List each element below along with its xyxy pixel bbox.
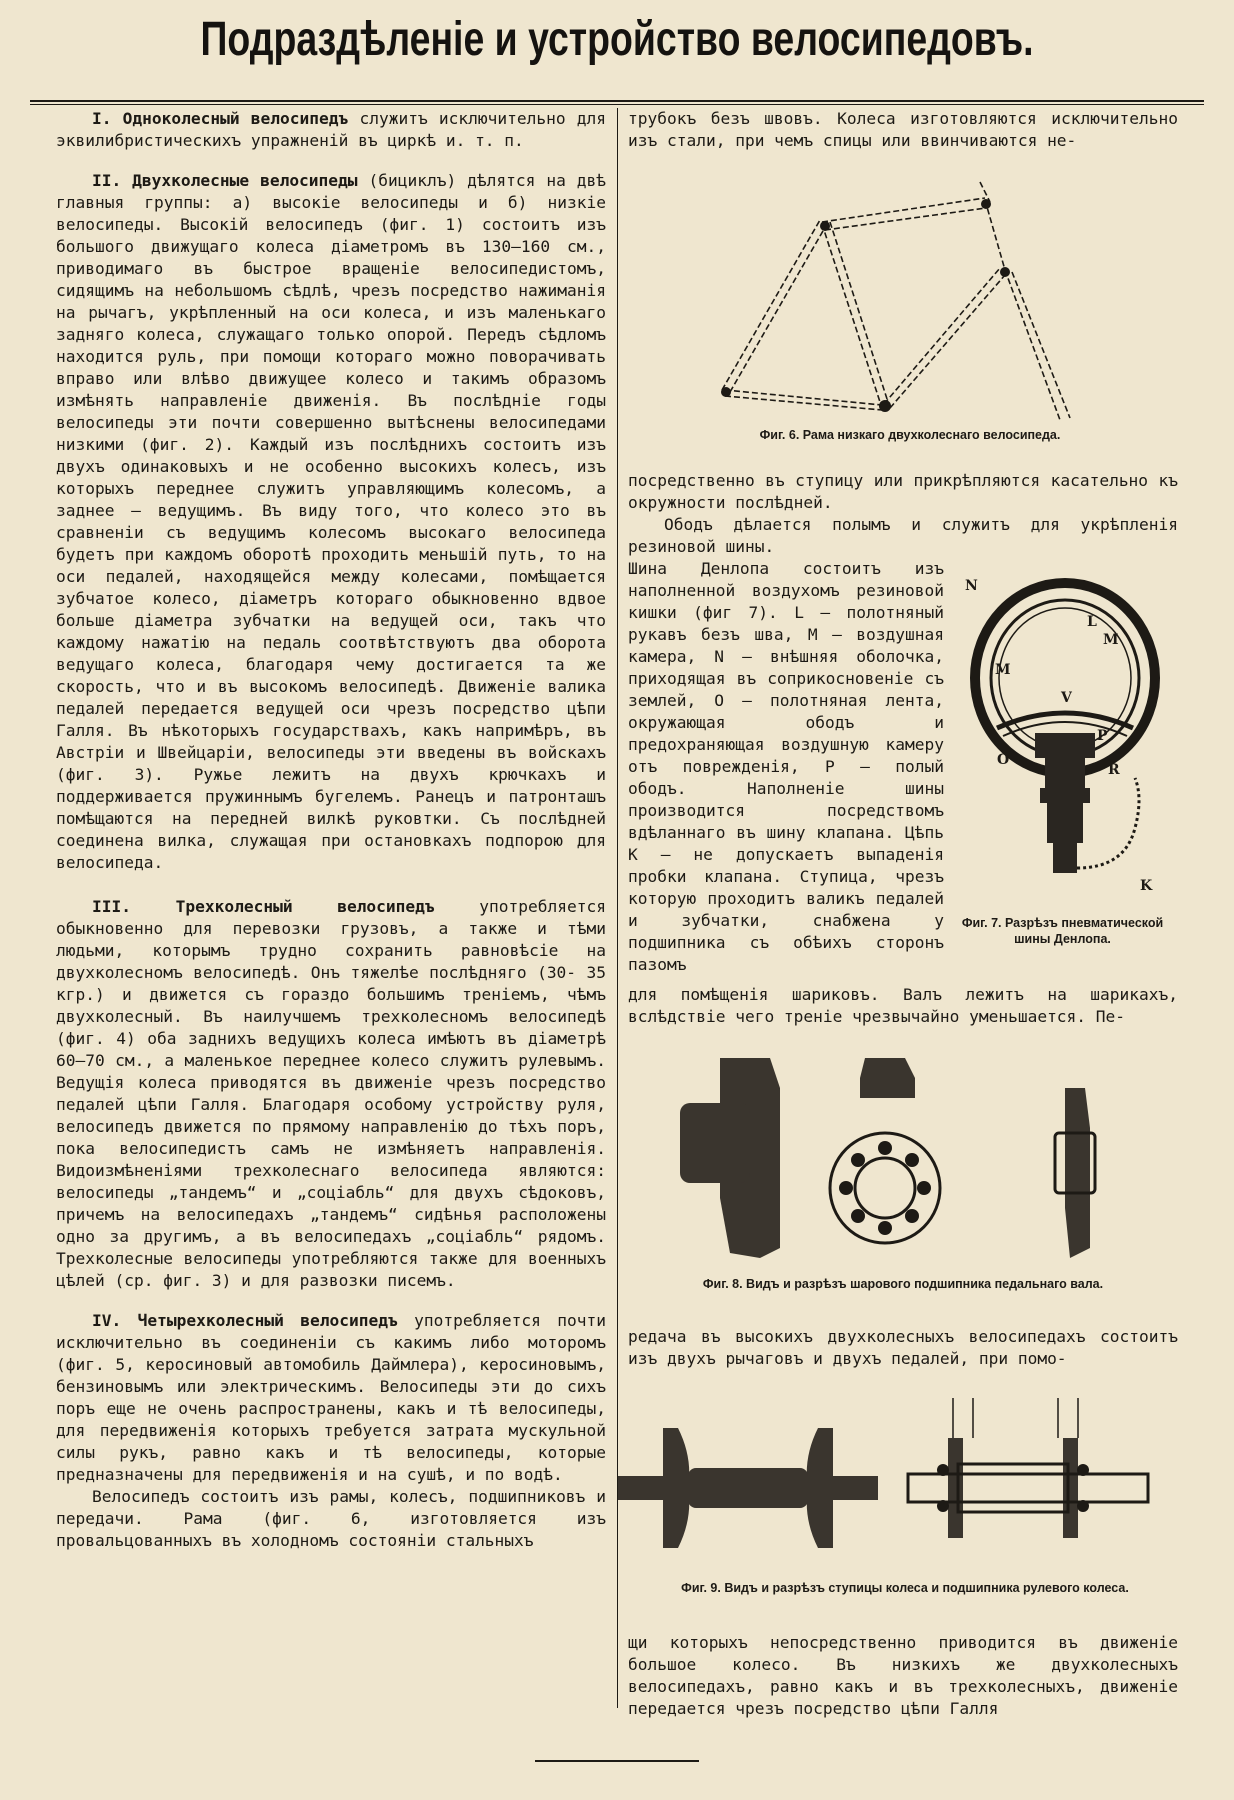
right-paragraph-1: трубокъ безъ швовъ. Колеса изготовляются исключительно изъ стали, при чемъ спицы или ввинчиваются не- — [628, 109, 1178, 150]
footer-rule — [535, 1760, 699, 1762]
section-4-text: употребляется почти исключительно въ соединеніи съ какимъ либо моторомъ (фиг. 5, керосиновый автомобиль Даймлера), керосиновымъ, бензиновымъ или электрическимъ. Велосипеды эти до сихъ поръ еще не очень распространены, какъ и тѣ велосипеды, для передвиженія которыхъ требуется затрата мускульной силы рукъ, равно какъ и тѣ велосипеды, которые предназначены для передвиженія и на сушѣ, и по водѣ. — [56, 1311, 607, 1484]
fig7-label-o: O — [997, 752, 1010, 768]
fig7-label-p: P — [1097, 728, 1108, 744]
frame-paragraph: Велосипедъ состоитъ изъ рамы, колесъ, подшипниковъ и передачи. Рама (фиг. 6, изготовляется изъ провальцованныхъ въ холодномъ состояніи стальныхъ — [56, 1487, 606, 1550]
right-text-2 — [628, 470, 1178, 558]
right-column — [628, 108, 1178, 152]
fig7-label-k: K — [1140, 878, 1153, 894]
right-paragraph-3: Ободъ дѣлается полымъ и служитъ для укрѣпленія резиновой шины. — [628, 515, 1178, 556]
section-3-heading: III. Трехколесный велосипедъ — [92, 897, 435, 916]
page-title: Подраздѣленіе и устройство велосипедовъ. — [200, 13, 1034, 66]
section-1-heading: I. Одноколесный велосипедъ — [92, 109, 349, 128]
fig6-frame-drawing — [700, 180, 1080, 420]
fig7-label-l: L — [1087, 614, 1097, 630]
right-paragraph-5: редача въ высокихъ двухколесныхъ велосипедахъ состоитъ изъ двухъ рычаговъ и двухъ педалей, при помо- — [628, 1327, 1178, 1368]
fig6-caption: Фиг. 6. Рама низкаго двухколеснаго велосипеда. — [759, 428, 1061, 442]
left-column — [56, 108, 606, 1552]
right-text-5 — [628, 1326, 1178, 1370]
right-paragraph-4: для помѣщенія шариковъ. Валъ лежитъ на шарикахъ, вслѣдствіе чего треніе чрезвычайно уменьшается. Пе- — [628, 985, 1178, 1026]
section-1 — [56, 108, 606, 152]
fig8-caption: Фиг. 8. Видъ и разрѣзъ шарового подшипника педальнаго вала. — [702, 1277, 1104, 1291]
fig7-caption: Фиг. 7. Разрѣзъ пневматической шины Денлопа. — [961, 916, 1164, 946]
fig7-label-m-right: M — [1103, 632, 1119, 648]
title-rule-thin — [30, 104, 1204, 105]
fig7-label-r: R — [1108, 762, 1120, 778]
fig7-tire-drawing — [965, 578, 1180, 908]
section-2-text: (бициклъ) дѣлятся на двѣ главныя группы: а) высокіе велосипеды и б) низкіе велосипеды. Высокій велосипедъ (фиг. 1) состоитъ изъ большого движущаго колеса діаметромъ въ 130—160 см., приводимаго въ быстрое вращеніе велосипедистомъ, сидящимъ на небольшомъ сѣдлѣ, чрезъ посредство нажиманія на рычагъ, укрѣпленный на оси колеса, и изъ маленькаго задняго колеса, служащаго только опорой. Передъ сѣдломъ находится руль, при помощи котораго можно поворачивать вправо или влѣво движущее колесо и такимъ образомъ измѣнять направленіе движенія. Въ послѣдніе годы велосипеды эти почти совершенно вытѣснены велосипедами низкими (фиг. 2). Каждый изъ послѣднихъ состоитъ изъ двухъ одинаковыхъ и не особенно высокихъ колесъ, изъ которыхъ переднее служитъ управляющимъ колесомъ, а заднее — ведущимъ. Въ виду того, что колесо это въ сравненіи съ ведущимъ колесомъ высокаго велосипеда будетъ при каждомъ оборотѣ проходить меньшій путь, то на оси педалей, находящейся между колесами, помѣщается зубчатое колесо, діаметръ котораго обыкновенно вдвое больше діаметра зубчатки на ведущей оси, такъ что каждому нажатію на педаль соотвѣтствуютъ два оборота ведущаго колеса, благодаря чему достигается та же скорость, что и въ высокомъ велосипедѣ. Движеніе валика педалей передается ведущей оси чрезъ посредство цѣпи Галля. Въ нѣкоторыхъ государствахъ, какъ напримѣръ, въ Австріи и Швейцаріи, велосипеды эти введены въ войскахъ (фиг. 3). Ружье лежитъ на двухъ крючкахъ и поддерживается пружиннымъ бугелемъ. Ранецъ и патронташъ помѣщаются на передней вилкѣ руковтки. Съ послѣдней соединена вилка, служащая при остановкахъ подпорою для велосипеда. — [56, 171, 606, 872]
section-2-heading: II. Двухколесные велосипеды — [92, 171, 358, 190]
fig9-caption: Фиг. 9. Видъ и разрѣзъ ступицы колеса и подшипника рулевого колеса. — [681, 1581, 1129, 1595]
section-1-text: служитъ исключительно для эквилибристическихъ упражненій въ циркѣ и. т. п. — [56, 109, 606, 150]
fig7-label-m-left: M — [995, 662, 1011, 678]
section-4 — [56, 1310, 606, 1486]
section-2 — [56, 170, 606, 874]
right-paragraph-6: щи которыхъ непосредственно приводится въ движеніе большое колесо. Въ низкихъ же двухколесныхъ велосипедахъ, равно какъ и въ трехколесныхъ, движеніе передается чрезъ посредство цѣпи Галля — [628, 1633, 1178, 1718]
section-4-heading: IV. Четырехколесный велосипедъ — [92, 1311, 398, 1330]
fig7-label-n: N — [965, 578, 978, 594]
right-text-6 — [628, 1632, 1178, 1720]
fig7-label-v: V — [1061, 690, 1072, 706]
right-text-4 — [628, 984, 1178, 1028]
right-paragraph-2: посредственно въ ступицу или прикрѣпляются касательно къ окружности послѣдней. — [628, 471, 1178, 512]
section-3-text: употребляется обыкновенно для перевозки грузовъ, а также и тѣми людьми, которымъ трудно сохранить равновѣсіе на двухколесномъ велосипедѣ. Онъ тяжелѣе послѣдняго (30- 35 кгр.) и движется съ гораздо большимъ треніемъ, чѣмъ двухколесный. Въ наилучшемъ трехколесномъ велосипедѣ (фиг. 4) оба заднихъ ведущихъ колеса имѣютъ въ діаметрѣ 60—70 см., а маленькое переднее колесо служитъ рулевымъ. Ведущія колеса приводятся въ движеніе чрезъ посредство педалей цѣпи Галля. Благодаря особому устройству руля, велосипедъ движется по прямому направленію до тѣхъ поръ, пока велосипедистъ самъ не измѣняетъ направленія. Видоизмѣненіями трехколеснаго велосипеда являются: велосипеды „тандемъ“ и „соціабль“ для двухъ сѣдоковъ, причемъ на велосипедахъ „тандемъ“ сидѣнья расположены одно за другимъ, а въ велосипедахъ „соціабль“ рядомъ. Трехколесные велосипеды употребляются также для военныхъ цѣлей (ср. фиг. 3) и для развозки писемъ. — [56, 897, 606, 1290]
fig8-bearing-drawing — [660, 1048, 1130, 1263]
right-text-narrow — [628, 558, 944, 976]
fig9-hub-drawing — [618, 1398, 1158, 1568]
right-paragraph-3-narrow: Шина Денлопа состоитъ изъ наполненной воздухомъ резиновой кишки (фиг 7). L — полотняный рукавъ безъ шва, M — воздушная камера, N — внѣшняя оболочка, приходящая въ соприкосновеніе съ землей, O — полотняная лента, окружающая ободъ и предохраняющая воздушную камеру отъ поврежденія, P — полый ободъ. Наполненіе шины производится посредствомъ вдѣланнаго въ шину клапана. Цѣпь K — не допускаетъ выпаденія пробки клапана. Ступица, чрезъ которую проходитъ валикъ педалей и зубчатки, снабжена у подшипника съ обѣихъ сторонъ пазомъ — [628, 559, 944, 974]
section-3 — [56, 896, 606, 1292]
title-rule — [30, 100, 1204, 102]
